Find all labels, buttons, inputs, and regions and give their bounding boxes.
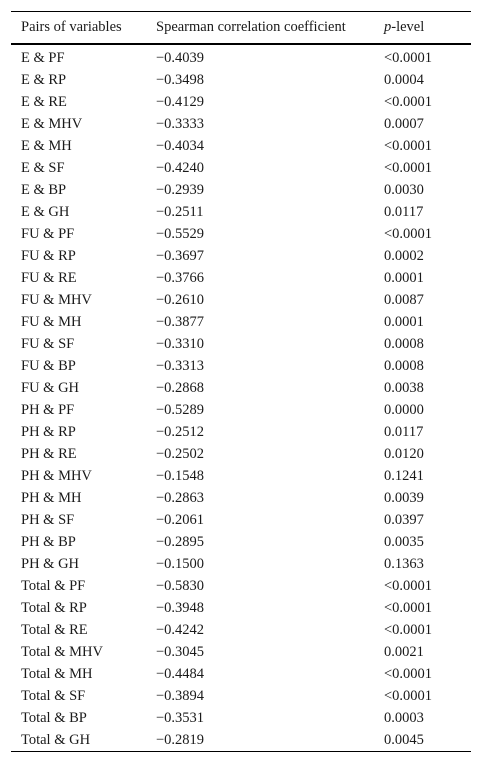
table-row <box>11 641 471 663</box>
cell-pair: PH & RP <box>21 423 76 440</box>
table-row <box>11 69 471 91</box>
header-pairs: Pairs of variables <box>21 19 122 35</box>
cell-coefficient: −0.3948 <box>156 599 205 616</box>
table-header <box>11 12 471 45</box>
cell-coefficient: −0.2511 <box>156 203 204 220</box>
table-row <box>11 135 471 157</box>
cell-p-level: 0.0045 <box>384 731 424 748</box>
cell-pair: FU & PF <box>21 225 75 242</box>
table-row <box>11 685 471 707</box>
cell-coefficient: −0.3333 <box>156 115 205 132</box>
cell-pair: FU & MHV <box>21 291 92 308</box>
cell-p-level: 0.1363 <box>384 555 424 572</box>
correlation-table <box>11 11 471 752</box>
cell-p-level: 0.0087 <box>384 291 424 308</box>
table-row <box>11 509 471 531</box>
cell-coefficient: −0.1548 <box>156 467 205 484</box>
cell-pair: PH & GH <box>21 555 80 572</box>
cell-p-level: 0.0007 <box>384 115 424 132</box>
cell-pair: E & GH <box>21 203 70 220</box>
table-row <box>11 355 471 377</box>
table-row <box>11 377 471 399</box>
table-row <box>11 531 471 553</box>
cell-p-level: 0.0117 <box>384 203 424 220</box>
cell-p-level: 0.0117 <box>384 423 424 440</box>
cell-pair: FU & RP <box>21 247 76 264</box>
cell-p-level: 0.0008 <box>384 335 424 352</box>
cell-coefficient: −0.3877 <box>156 313 205 330</box>
cell-coefficient: −0.4039 <box>156 49 205 66</box>
cell-p-level: <0.0001 <box>384 687 433 704</box>
cell-p-level: <0.0001 <box>384 137 433 154</box>
cell-coefficient: −0.3697 <box>156 247 205 264</box>
table-row <box>11 44 471 69</box>
table-row <box>11 575 471 597</box>
cell-coefficient: −0.2863 <box>156 489 205 506</box>
cell-pair: Total & RP <box>21 599 87 616</box>
cell-pair: FU & BP <box>21 357 76 374</box>
cell-p-level: 0.1241 <box>384 467 424 484</box>
cell-pair: E & RP <box>21 71 67 88</box>
cell-coefficient: −0.3531 <box>156 709 205 726</box>
table-row <box>11 157 471 179</box>
cell-p-level: 0.0008 <box>384 357 424 374</box>
header-spearman: Spearman correlation coefficient <box>156 19 346 35</box>
cell-coefficient: −0.2868 <box>156 379 205 396</box>
cell-coefficient: −0.3498 <box>156 71 205 88</box>
cell-coefficient: −0.3766 <box>156 269 205 286</box>
cell-coefficient: −0.4484 <box>156 665 205 682</box>
cell-coefficient: −0.4240 <box>156 159 205 176</box>
cell-coefficient: −0.2895 <box>156 533 205 550</box>
cell-p-level: 0.0004 <box>384 71 424 88</box>
cell-p-level: <0.0001 <box>384 665 433 682</box>
table-row <box>11 289 471 311</box>
cell-pair: FU & SF <box>21 335 75 352</box>
cell-p-level: <0.0001 <box>384 49 433 66</box>
cell-coefficient: −0.5289 <box>156 401 205 418</box>
cell-coefficient: −0.2939 <box>156 181 205 198</box>
cell-p-level: 0.0035 <box>384 533 424 550</box>
cell-coefficient: −0.3313 <box>156 357 205 374</box>
table-row <box>11 333 471 355</box>
cell-coefficient: −0.2819 <box>156 731 205 748</box>
cell-p-level: 0.0120 <box>384 445 424 462</box>
cell-coefficient: −0.4034 <box>156 137 205 154</box>
table-row <box>11 597 471 619</box>
cell-pair: Total & RE <box>21 621 88 638</box>
table-row <box>11 113 471 135</box>
table-row <box>11 421 471 443</box>
header-p-level <box>374 12 471 45</box>
cell-coefficient: −0.1500 <box>156 555 205 572</box>
cell-p-level: 0.0030 <box>384 181 424 198</box>
table-row <box>11 179 471 201</box>
table-row <box>11 465 471 487</box>
header-row <box>11 12 471 45</box>
correlation-table-container <box>11 11 471 752</box>
cell-coefficient: −0.2502 <box>156 445 205 462</box>
cell-p-level: 0.0002 <box>384 247 424 264</box>
cell-coefficient: −0.2610 <box>156 291 205 308</box>
cell-p-level: <0.0001 <box>384 159 433 176</box>
cell-p-level: 0.0001 <box>384 269 424 286</box>
cell-pair: PH & PF <box>21 401 75 418</box>
table-body <box>11 44 471 752</box>
cell-coefficient: −0.3045 <box>156 643 205 660</box>
cell-p-level: 0.0003 <box>384 709 424 726</box>
cell-pair: Total & MH <box>21 665 93 682</box>
table-row <box>11 729 471 752</box>
cell-pair: PH & RE <box>21 445 77 462</box>
cell-pair: E & SF <box>21 159 65 176</box>
cell-pair: PH & SF <box>21 511 75 528</box>
header-p-suffix: -level <box>391 19 425 35</box>
cell-coefficient: −0.2061 <box>156 511 205 528</box>
table-row <box>11 267 471 289</box>
cell-p-level: <0.0001 <box>384 225 433 242</box>
cell-pair: FU & MH <box>21 313 82 330</box>
cell-pair: PH & MH <box>21 489 82 506</box>
table-row <box>11 201 471 223</box>
table-row <box>11 223 471 245</box>
cell-coefficient: −0.2512 <box>156 423 205 440</box>
cell-coefficient: −0.3894 <box>156 687 205 704</box>
cell-p-level: 0.0038 <box>384 379 424 396</box>
table-row <box>11 663 471 685</box>
table-row <box>11 91 471 113</box>
cell-pair: PH & MHV <box>21 467 92 484</box>
cell-pair: Total & SF <box>21 687 86 704</box>
table-row <box>11 707 471 729</box>
cell-coefficient: −0.4242 <box>156 621 205 638</box>
table-row <box>11 399 471 421</box>
cell-coefficient: −0.4129 <box>156 93 205 110</box>
cell-p-level: 0.0397 <box>384 511 424 528</box>
cell-pair: E & RE <box>21 93 67 110</box>
cell-pair: Total & GH <box>21 731 91 748</box>
cell-p-level: 0.0001 <box>384 313 424 330</box>
cell-p-level: 0.0021 <box>384 643 424 660</box>
cell-pair: Total & MHV <box>21 643 103 660</box>
cell-pair: PH & BP <box>21 533 76 550</box>
cell-p-level: <0.0001 <box>384 577 433 594</box>
cell-pair: E & PF <box>21 49 65 66</box>
table-row <box>11 619 471 641</box>
cell-pair: FU & GH <box>21 379 80 396</box>
header-p-italic: p <box>384 19 392 35</box>
cell-coefficient: −0.5830 <box>156 577 205 594</box>
cell-coefficient: −0.5529 <box>156 225 205 242</box>
cell-p-level: <0.0001 <box>384 621 433 638</box>
table-row <box>11 311 471 333</box>
cell-p-level: <0.0001 <box>384 93 433 110</box>
cell-coefficient: −0.3310 <box>156 335 205 352</box>
cell-p-level: <0.0001 <box>384 599 433 616</box>
table-row <box>11 245 471 267</box>
cell-p-level: 0.0000 <box>384 401 424 418</box>
table-row <box>11 487 471 509</box>
cell-pair: E & BP <box>21 181 67 198</box>
cell-pair: Total & BP <box>21 709 87 726</box>
table-row <box>11 553 471 575</box>
cell-pair: E & MHV <box>21 115 83 132</box>
cell-pair: FU & RE <box>21 269 77 286</box>
table-row <box>11 443 471 465</box>
cell-pair: Total & PF <box>21 577 86 594</box>
cell-pair: E & MH <box>21 137 72 154</box>
cell-p-level: 0.0039 <box>384 489 424 506</box>
